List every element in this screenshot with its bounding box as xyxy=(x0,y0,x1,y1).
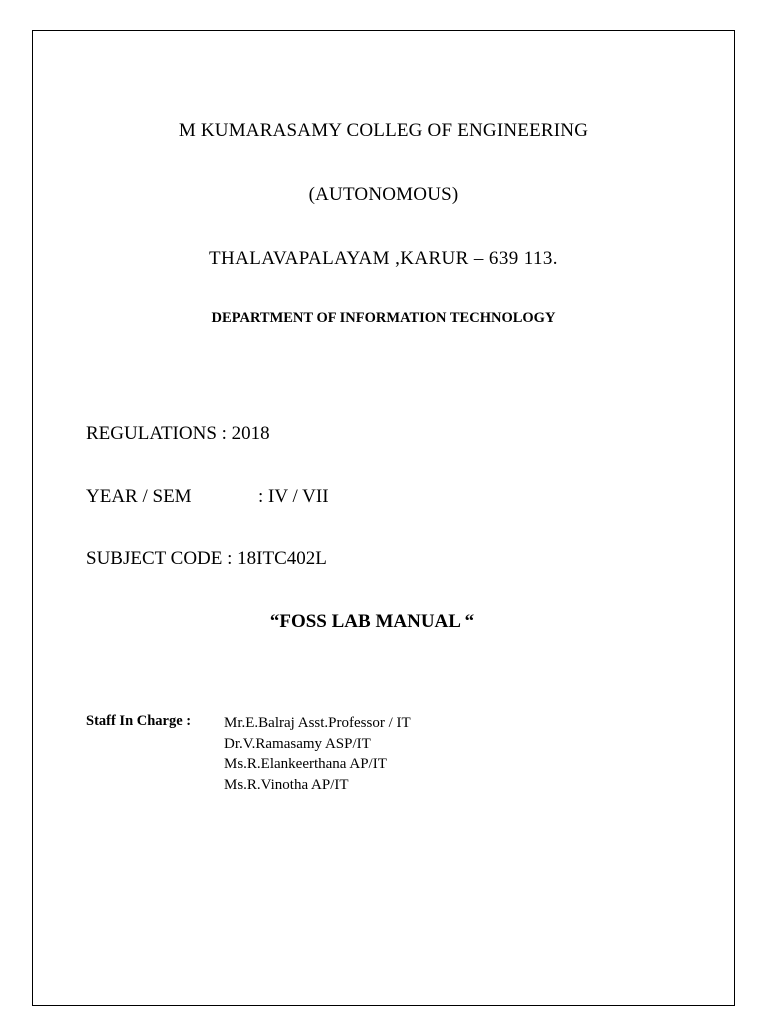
regulations-label: REGULATIONS xyxy=(86,423,217,444)
year-sem-label: YEAR / SEM xyxy=(86,486,192,507)
year-sem-value: : IV / VII xyxy=(258,486,329,507)
regulations-value: : 2018 xyxy=(216,423,270,444)
staff-member: Mr.E.Balraj Asst.Professor / IT xyxy=(224,715,411,731)
autonomous-status: (AUTONOMOUS) xyxy=(308,184,459,205)
subject-code-value: : 18ITC402L xyxy=(222,548,327,569)
year-sem-row xyxy=(86,486,329,508)
subject-code-row xyxy=(86,548,327,570)
staff-in-charge-label: Staff In Charge : xyxy=(86,713,192,729)
page-border xyxy=(32,30,735,1006)
manual-title: “FOSS LAB MANUAL “ xyxy=(269,611,475,632)
staff-member: Dr.V.Ramasamy ASP/IT xyxy=(224,735,371,752)
subject-code-label: SUBJECT CODE xyxy=(86,548,223,569)
staff-member: Ms.R.Elankeerthana AP/IT xyxy=(224,756,387,772)
college-address: THALAVAPALAYAM ,KARUR – 639 113. xyxy=(209,248,558,269)
staff-list xyxy=(224,713,411,795)
college-name: M KUMARASAMY COLLEG OF ENGINEERING xyxy=(178,120,589,141)
staff-member: Ms.R.Vinotha AP/IT xyxy=(224,776,349,793)
regulations-row xyxy=(86,423,270,445)
department-name: DEPARTMENT OF INFORMATION TECHNOLOGY xyxy=(211,310,556,326)
